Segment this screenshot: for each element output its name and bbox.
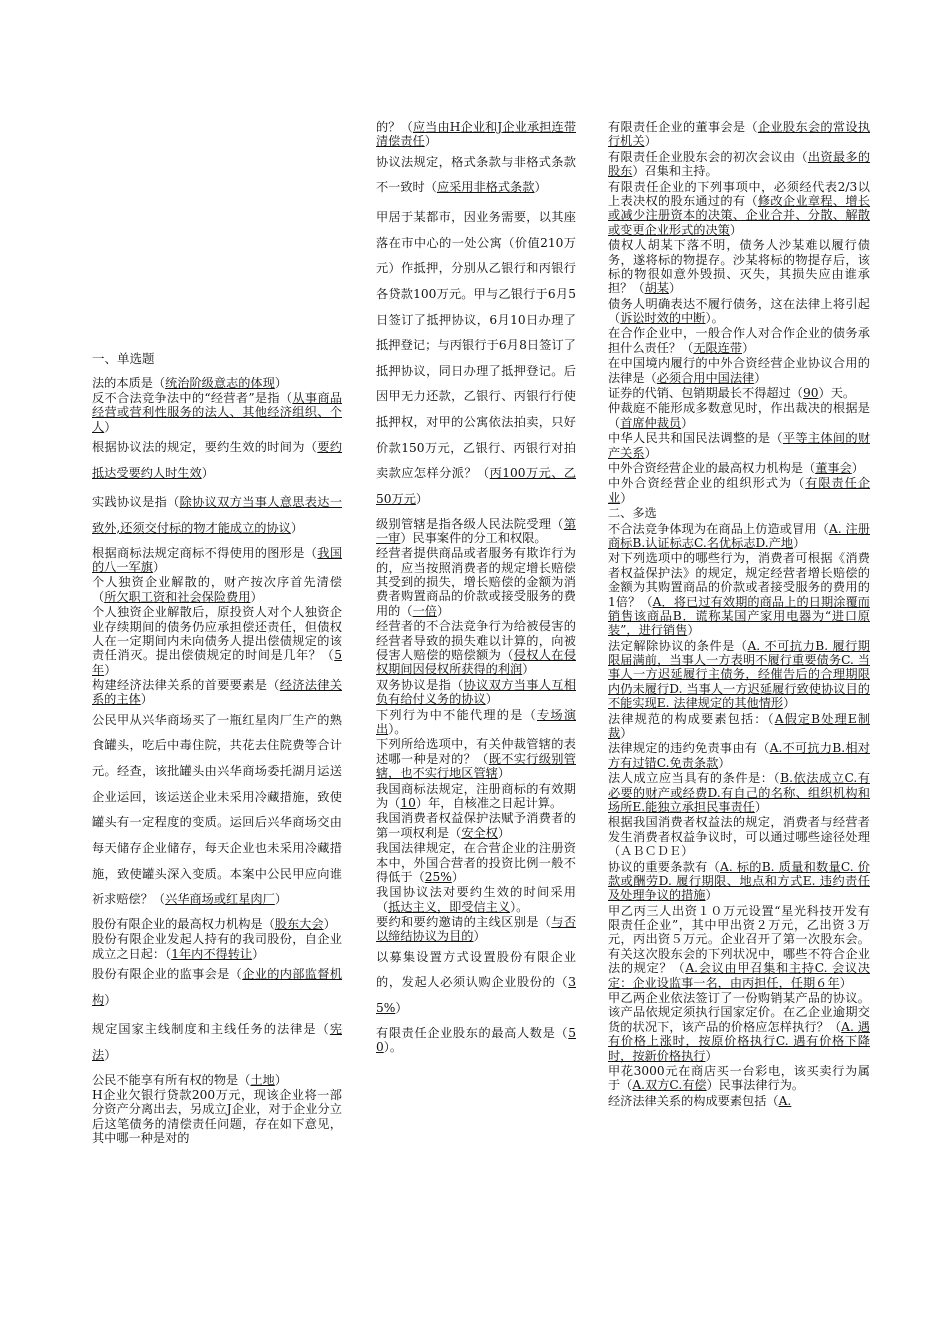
question-tail: ） [681,415,694,430]
answer-text: 25% [424,869,452,884]
question-text: 有限责任企业的董事会是（ [608,120,758,134]
question-tail: ） [104,992,117,1007]
question-item [608,326,870,355]
answer-text: 土地 [250,1072,275,1087]
question-text: 不合法竞争体现为在商品上仿造或冒用（ [608,521,829,536]
answer-text: 应采用非格式条款 [436,180,535,195]
question-tail: ） [415,491,429,506]
question-tail: ） [754,370,767,385]
question-item [608,120,870,149]
question-text: 下列行为中不能代理的是（ [376,707,537,722]
question-item [376,782,576,811]
question-text: 级别管辖是指各级人民法院受理（ [376,516,564,531]
question-text: 中华人民共和国民法调整的是（ [608,431,783,446]
answer-text: 兴华商场或红星肉厂 [165,892,275,907]
question-tail: ）民事案件的分工和权限。 [400,530,547,545]
answer-text: A假定B处理E制裁 [608,711,871,741]
question-text: 规定国家主线制度和主线任务的法律是（ [92,1022,330,1037]
answer-text: 应当由H企业和J企业承担连带清偿责任 [376,120,577,149]
answer-text: 侵权人在侵权期间因侵权所获得的利润 [376,648,577,677]
question-tail: ） [152,559,166,574]
question-text: 根据协议法的规定，要约生效的时间为（ [92,440,318,455]
question-item [608,461,870,475]
question-tail: ） [104,662,117,677]
question-item [376,1026,576,1055]
question-item [376,205,576,513]
question-tail: ）。 [383,1040,403,1055]
question-item [92,678,342,707]
question-tail: ）召集和主持。 [632,164,718,179]
answer-text: 除协议双方当事人意思表达一致外,还须交付标的物才能成立的协议 [92,495,343,535]
answer-text: B.依法成立C.有必要的财产或经费D.有自己的名称、组织机构和场所E.能独立承担民事责任 [608,771,870,814]
question-text: 公民不能享有所有权的物是（ [92,1072,251,1087]
answer-text: 经济法律关系的主体 [92,678,343,707]
question-item [92,435,342,486]
question-item [608,712,870,741]
question-item [376,945,576,1022]
answer-text: 我国的八一军旗 [92,545,343,574]
column-3 [608,120,870,1109]
question-tail: ）天。 [818,386,856,401]
answer-text: 平等主体间的财产关系 [608,431,871,460]
question-tail: ） [274,375,287,390]
question-tail: ） [705,1048,718,1063]
question-item [376,737,576,780]
answer-text: 企业股东会的常设执行机关 [608,120,871,149]
question-item [376,619,576,677]
question-tail: ） [793,535,806,550]
answer-text: A. 注册商标B.认证标志C.名优标志D.产地 [608,521,870,550]
question-item [608,476,870,505]
question-item [376,150,576,201]
question-item [376,546,576,618]
question-text: 甲乙两企业依法签订了一份购销某产品的协议。该产品依规定须执行国家定价。在乙企业逾期交货的状况下，该产品的价格应怎样执行？（ [608,991,870,1034]
question-text: H企业欠银行贷款200万元，现该企业将一部分资产分离出去，另成立J企业，对于企业分立后这笔债务的清偿责任问题，存在如下意见，其中哪一种是对的 [92,1087,342,1146]
column-2 [376,120,576,1056]
question-item [376,678,576,707]
question-text: 法的本质是（ [92,375,166,390]
question-text: 甲居于某都市，因业务需要，以其座落在市中心的一处公寓（价值210万元）作抵押，分别从乙银行和丙银行各贷款100万元。甲与乙银行于6月5日签订了抵押协议，6月10日办理了抵押登记；与丙银行于6月8日签订了抵押协议，同日办理了抵押登记。后因甲无力还款，乙银行、丙银行行使抵押权，对甲的公寓依法拍卖，只好价款150万元，乙银行、丙银行对拍卖款应怎样分派？（ [376,210,576,481]
question-tail: ） [250,589,263,604]
question-text: 个人独资企业解散的，财产按次序首先清偿（ [92,575,342,604]
question-tail: ） [729,222,743,237]
answer-text: 抵达主义，即受信主义 [388,899,511,914]
question-tail: ） [534,180,547,195]
question-text: 中外合资经营企业的最高权力机构是（ [608,460,816,475]
question-tail: ） [783,696,796,711]
question-item [608,522,870,551]
question-text: 要约和要约邀请的主线区别是（ [376,915,552,930]
answer-text: 所欠职工资和社会保险费用 [104,589,251,604]
question-tail: ）。 [510,899,529,914]
question-tail: ） [497,766,511,781]
question-tail: ） [754,799,768,814]
question-tail: ） [718,755,731,770]
answer-text: 第一审 [376,516,576,545]
question-text: 债务人明确表达不履行债务，这在法律上将引起（ [608,296,870,326]
question-item [376,885,576,914]
question-tail: ） [620,726,633,741]
answer-text: 与否以缔结协议为目的 [376,915,577,944]
question-text: 经营者提供商品或者服务有欺诈行为的，应当按照消费者的规定增长赔偿其受到的损失，增长赔偿的金额为消费者购置商品的价款或接受服务的费用的（ [376,546,576,618]
question-tail: ） [705,888,718,903]
answer-text: 10 [400,795,416,810]
question-item [92,490,342,541]
answer-text: 90 [803,386,819,401]
question-text: 的？（ [376,120,413,134]
answer-text: 董事会 [815,460,852,475]
question-item [608,1064,870,1093]
question-tail: ） [668,281,682,296]
question-item [376,811,576,840]
question-text: 根据我国消费者权益法的规定，消费者与经营者发生消费者权益争议时，可以通过哪些途径处理（ＡＢＣＤＥ） [608,815,870,859]
question-text: 构建经济法律关系的首要要素是（ [92,678,280,693]
column-1 [92,350,342,1146]
question-text: 有限责任企业股东的最高人数是（ [376,1025,569,1040]
question-tail: ） [323,916,336,931]
question-item [92,1017,342,1068]
question-tail: ） [104,1047,117,1062]
question-text: 有限责任企业的下列事项中，必须经代表2/3以上表决权的股东通过的有（ [608,179,870,208]
question-tail: ） [687,623,700,638]
question-tail: ） [395,1001,408,1016]
answer-text: 统治阶级意志的体现 [165,375,275,390]
question-text: 甲乙丙三人出资１０万元设置“星光科技开发有限责任企业”，其中甲出资２万元，乙出资３万元，丙出资５万元。企业召开了第一次股东会。有关这次股东会的下列状况中，哪些不符合企业法的规定？（ [608,903,870,976]
question-text: 股份有限企业的监事会是（ [92,967,243,982]
question-item [92,605,342,677]
answer-text: A.会议由甲召集和主持C. 会议决定：企业设监事一名，由丙担任，任期６年 [608,961,870,990]
answer-text: 股东大会 [274,916,324,931]
question-item [608,386,870,400]
question-item [608,860,870,903]
question-text: 协议法规定，格式条款与非格式条款不一致时（ [376,154,576,195]
question-item [608,741,870,770]
question-text: 中外合资经营企业的组织形式为（ [608,476,806,491]
question-item [92,1088,342,1146]
question-tail: ）年，自核准之日起计算。 [415,795,563,810]
question-text: 以募集设置方式设置股份有限企业的，发起人必须认购企业股份的（ [376,949,576,990]
answer-text: 既不实行级别管辖，也不实行地区管辖 [376,751,576,781]
question-text: 法人成立应当具有的条件是：（ [608,771,781,786]
answer-text: 有限责任企业 [608,476,871,505]
question-tail: ） [522,662,535,677]
question-text: 在中国境内履行的中外合资经营企业协议合用的法律是（ [608,356,870,385]
question-text: 公民甲从兴华商场买了一瓶红星肉厂生产的熟食罐头，吃后中毒住院，共花去住院费等合计元。经查，该批罐头由兴华商场委托湖月运送企业运回，该运送企业未采用冷藏措施，致使罐头有一定程度的变质。运回后兴华商场交由每天储存企业储存，每天企业也未采用冷藏措施，致使罐头深入变质。本案中公民甲应向谁祈求赔偿？（ [92,712,342,907]
question-tail: ） [851,460,864,475]
question-text: 经济法律关系的构成要素包括（ [608,1093,779,1108]
question-item [92,575,342,604]
question-tail: ） [742,340,755,355]
answer-text: A. 遇有价格上涨时，按原价格执行C. 遇有价格下降时，按新价格执行 [608,1019,870,1063]
question-tail: ） [274,1072,287,1087]
question-item [92,546,342,575]
question-text: 协议的重要条款有（ [608,859,721,874]
question-item [608,639,870,711]
question-text: 在合作企业中，一般合作人对合作企业的债务承担什么责任？（ [608,326,870,355]
question-text: 有限责任企业股东会的初次会议由（ [608,149,808,164]
question-tail: ） [104,419,117,434]
question-item [92,1073,342,1087]
question-tail: ） [839,975,852,990]
question-text: 甲花3000元在商店买一台彩电，该买卖行为属于（ [608,1064,870,1093]
answer-text: A. 不可抗力B. 履行期限届满前，当事人一方表明不履行重要债务C. 当事人一方迟延履行主债务，经催告后的合理期限内仍未履行D. 当事人一方迟延履行致使协议目的不能实现E. 法律规定的其他情形 [608,638,870,711]
question-item [608,991,870,1063]
question-item [608,1094,870,1108]
question-item [376,841,576,884]
answer-text: 胡某 [644,281,669,296]
question-item [608,431,870,460]
answer-text: 宪法 [92,1022,342,1062]
answer-text: 安全权 [461,825,498,840]
question-text: 法律规范的构成要素包括：（ [608,711,775,726]
question-item [92,917,342,931]
question-item [608,551,870,637]
section-heading: 二、多选 [608,506,657,521]
question-text: 股份有限企业的最高权力机构是（ [92,916,275,931]
answer-text: 50 [376,1025,576,1055]
question-item [608,401,870,430]
question-text: 经营者的不合法竞争行为给被侵害的经营者导致的损失难以计算的，向被侵害人赔偿的赔偿额为（ [376,619,576,663]
question-tail: ） [473,929,486,944]
question-text: 法律规定的违约免责事由有（ [608,741,770,756]
answer-text: 无限连带 [693,340,743,355]
answer-text: 必须合用中国法律 [656,370,755,385]
question-item [376,708,576,737]
question-text: 双务协议是指（ [376,677,464,692]
question-tail: ） [436,603,450,618]
question-tail: ） [424,134,437,149]
question-item [608,297,870,326]
question-tail: ） [620,490,633,505]
answer-text: A．将已过有效期的商品上的日期涂覆而销售该商品B．谎称某国产家用电器为“进口原装”，进行销售 [608,594,870,638]
answer-text: 5年 [92,648,342,677]
answer-text: A.双方C.有偿 [632,1078,707,1093]
question-item [376,915,576,944]
answer-text: A. [778,1093,792,1108]
answer-text: 诉讼时效的中断 [620,311,706,326]
question-text: 个人独资企业解散后，原投资人对个人独资企业存续期间的债务仍应承担偿还责任，但债权人在一定期间内未向债务人提出偿债规定的该责任消灭。提出偿债规定的时间是几年？（ [92,605,342,663]
question-text: 我国商标法规定，注册商标的有效期为（ [376,781,576,810]
answer-text: 出资最多的股东 [608,149,871,179]
answer-text: 从事商品经营或营利性服务的法人、其他经济组织、个人 [92,390,343,434]
question-item [608,150,870,179]
question-text: 证券的代销、包销期最长不得超过（ [608,386,803,401]
question-item [92,708,342,913]
question-item [376,517,576,546]
question-text: 我国协议法对要约生效的时间采用（ [376,885,576,914]
question-text: 根据商标法规定商标不得使用的图形是（ [92,545,318,560]
question-tail: ） [274,892,287,907]
question-item [92,932,342,961]
question-item [608,180,870,238]
question-tail: ） [201,465,214,480]
question-text: 我国法律规定，在合营企业的注册资本中，外国合营者的投资比例一般不得低于（ [376,841,576,884]
question-text: 债权人胡某下落不明，债务人沙某难以履行债务，遂将标的物提存。沙某将标的物提存后，该标的物很如意外毁损、灭失，其损失应由谁承担？（ [608,238,870,296]
answer-text: 35% [376,975,576,1016]
question-text: 实践协议是指（ [92,495,180,510]
question-item [608,238,870,296]
question-tail: ） [644,134,657,149]
question-text: 我国消费者权益保护法赋予消费者的第一项权利是（ [376,811,576,840]
answer-text: 一倍 [412,603,437,618]
answer-text: 丙100万元、乙50万元 [376,466,577,506]
question-text: 下列所给选项中，有关仲裁管辖的表述哪一种是对的？（ [376,737,576,766]
answer-text: 1年内不得转让 [171,946,253,961]
answer-text: A. 标的B. 质量和数量C. 价款或酬劳D. 履行期限、地点和方式E. 违约责任及处理争议的措施 [608,859,870,903]
question-tail: ） [252,946,265,961]
question-item [608,815,870,858]
question-tail: ） [485,692,498,707]
question-tail: ） [290,520,304,535]
question-item [376,120,576,149]
question-item [608,904,870,990]
answer-text: 协议双方当事人互相负有给付义务的协议 [376,677,577,707]
question-text: 仲裁庭不能形成多数意见时，作出裁决的根据是（ [608,401,870,430]
question-tail: ）。 [705,311,724,326]
question-item [92,376,342,390]
answer-text: 企业的内部监督机构 [92,967,343,1007]
question-text: 股份有限企业发起人持有的我司股份，自企业成立之日起：（ [92,932,342,961]
answer-text: 首席仲裁员 [620,415,682,430]
question-text: 反不合法竞争法中的“经营者”是指（ [92,390,293,405]
question-item [92,391,342,434]
section-heading: 一、单选题 [92,351,155,366]
question-text: 对下列选项中的哪些行为，消费者可根据《消费者权益保护法》的规定，规定经营者增长赔偿的金额为其购置商品的价款或者接受服务的费用的1倍？（ [608,551,870,609]
question-text: 法定解除协议的条件是（ [608,638,748,653]
question-tail: ） [497,825,511,840]
answer-text: 要约抵达受要约人时生效 [92,440,343,480]
question-tail: ）民事法律行为。 [706,1078,805,1093]
question-tail: ） [451,869,465,884]
answer-text: 修改企业章程、增长或减少注册资本的决策、企业合并、分散、解散或变更企业形式的决策 [608,193,871,237]
question-tail: ） [644,445,657,460]
question-item [608,771,870,814]
question-item [608,356,870,385]
question-tail: ）。 [388,722,407,736]
answer-text: A.不可抗力B.相对方有过错C.免责条款 [608,741,870,770]
question-item [92,962,342,1013]
question-tail: ） [140,692,153,707]
answer-text: 专场演出 [376,707,577,736]
